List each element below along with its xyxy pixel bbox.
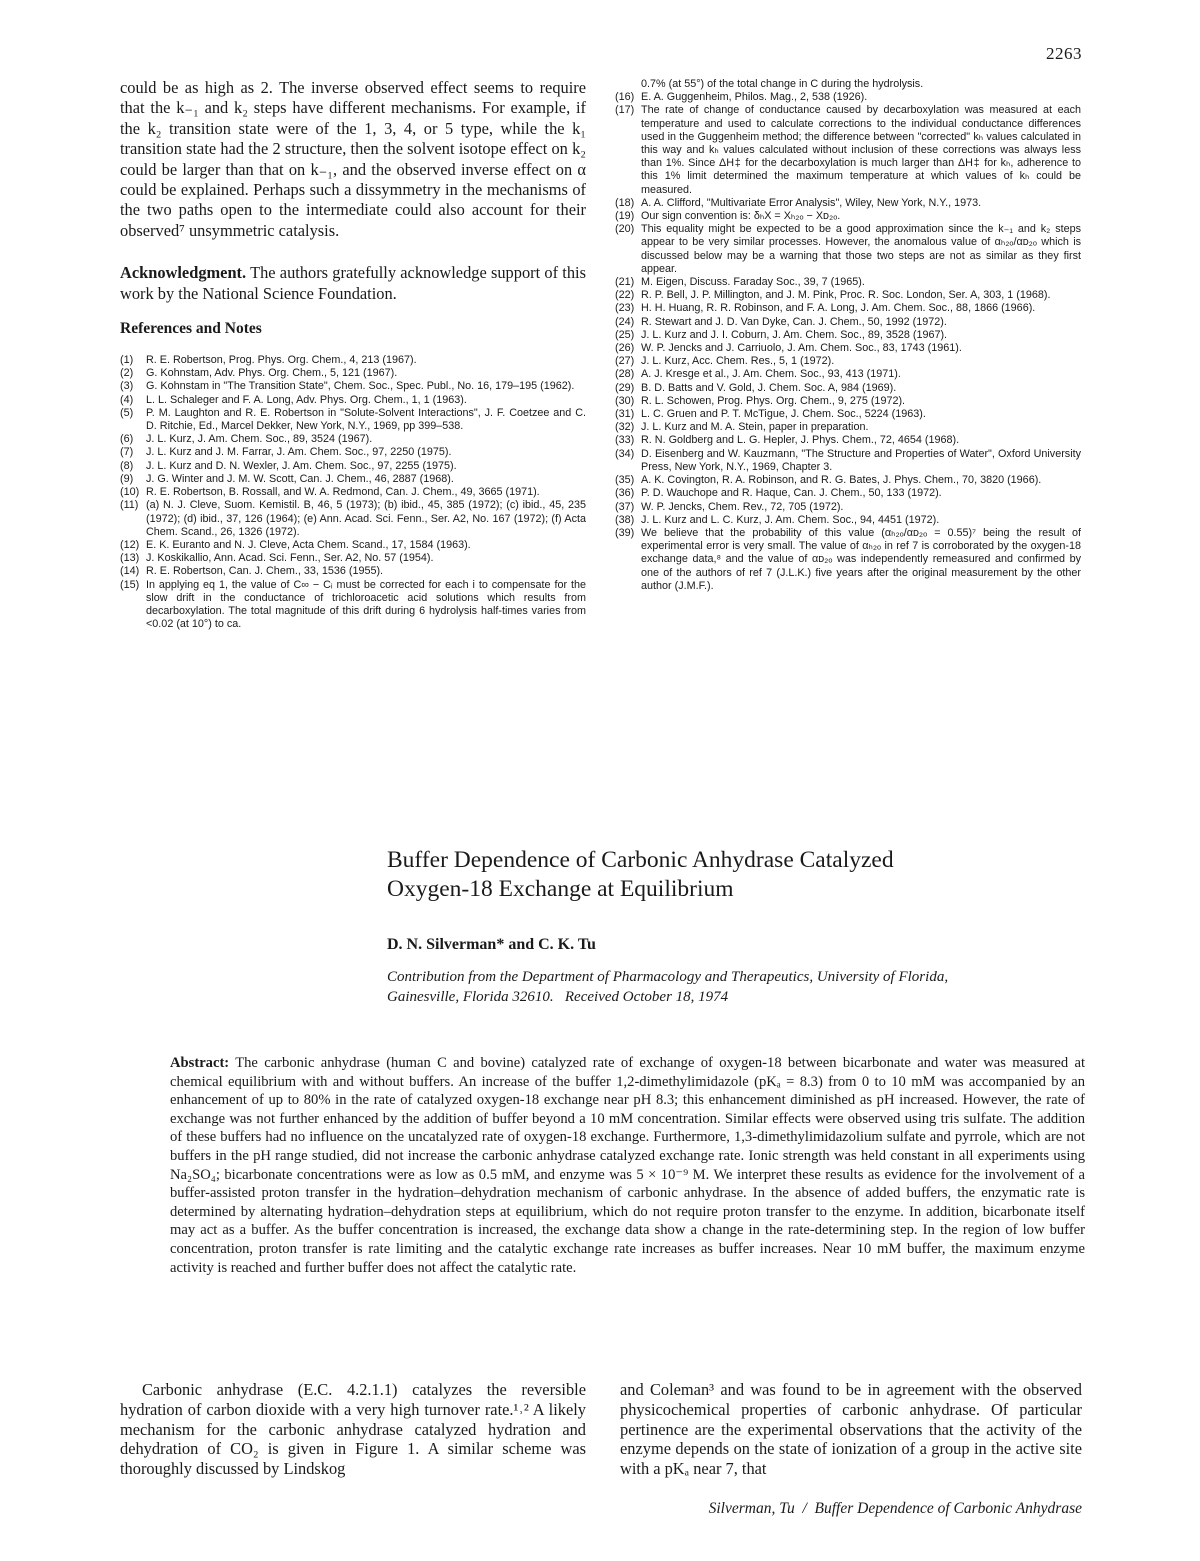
references-list-left	[120, 354, 586, 631]
reference-text: H. H. Huang, R. R. Robinson, and F. A. Long, J. Am. Chem. Soc., 88, 1866 (1966).	[641, 302, 1036, 315]
reference-item	[120, 473, 586, 486]
reference-number: (28)	[615, 368, 635, 381]
reference-number: (1)	[120, 354, 134, 367]
reference-text: This equality might be expected to be a good approximation since the k₋₁ and k₂ steps appear to be very similar processes. However, the anomalous value of αₕ₂ₒ/αᴅ₂ₒ which is discussed below may be a warning that those two steps are not as similar as they first appear.	[641, 223, 1081, 275]
reference-number: (18)	[615, 196, 635, 209]
reference-number: (19)	[615, 210, 635, 223]
reference-text: R. E. Robertson, B. Rossall, and W. A. Redmond, Can. J. Chem., 49, 3665 (1971).	[146, 486, 540, 499]
reference-item	[615, 487, 1081, 500]
reference-item	[120, 579, 586, 632]
acknowledgment-text: The authors gratefully acknowledge support of this work by the National Science Foundation.	[120, 263, 586, 303]
reference-number: (9)	[120, 472, 134, 485]
reference-text: J. L. Kurz and J. M. Farrar, J. Am. Chem. Soc., 97, 2250 (1975).	[146, 446, 452, 459]
reference-text: W. P. Jencks, Chem. Rev., 72, 705 (1972).	[641, 500, 844, 513]
reference-number: (7)	[120, 446, 134, 459]
reference-number: (31)	[615, 408, 635, 421]
reference-text: L. L. Schaleger and F. A. Long, Adv. Phys. Org. Chem., 1, 1 (1963).	[146, 393, 467, 406]
reference-item	[615, 448, 1081, 474]
reference-item	[120, 460, 586, 473]
reference-item	[120, 486, 586, 499]
right-column	[615, 78, 1081, 593]
reference-number: (25)	[615, 328, 635, 341]
title-line-2: Oxygen-18 Exchange at Equilibrium	[387, 876, 734, 902]
reference-number: (24)	[615, 315, 635, 328]
reference-item	[615, 104, 1081, 196]
reference-text: A. K. Covington, R. A. Robinson, and R. G. Bates, J. Phys. Chem., 70, 3820 (1966).	[641, 474, 1042, 487]
reference-item	[120, 539, 586, 552]
references-list-right	[615, 91, 1081, 593]
reference-text: P. M. Laughton and R. E. Robertson in "Solute-Solvent Interactions", J. F. Coetzee and C. D. Ritchie, Ed., Marcel Dekker, New York, N.Y., 1969, pp 399–538.	[146, 406, 586, 433]
reference-number: (12)	[120, 538, 140, 551]
reference-text: The rate of change of conductance caused by decarboxylation was measured at each temperature and used to calculate corrections to the individual conductance differences used in the Guggenheim method; the difference between "corrected" kₕ values calculated in this way and kₕ values calculated without inclusion of these corrections was always less than 1%. Since ΔH‡ for the decarboxylation is much larger than ΔH‡ for kₕ, adherence to this 1% limit determined the maximum temperature at which values of kₕ could be measured.	[641, 104, 1081, 196]
reference-item	[120, 407, 586, 433]
reference-number: (38)	[615, 513, 635, 526]
body-column-right	[620, 1380, 1082, 1479]
reference-text: L. C. Gruen and P. T. McTigue, J. Chem. Soc., 5224 (1963).	[641, 408, 926, 421]
reference-number: (6)	[120, 433, 134, 446]
reference-text: R. N. Goldberg and L. G. Hepler, J. Phys. Chem., 72, 4654 (1968).	[641, 434, 960, 447]
authors: D. N. Silverman* and C. K. Tu	[387, 936, 596, 953]
reference-item	[615, 434, 1081, 447]
reference-text: J. L. Kurz and M. A. Stein, paper in preparation.	[641, 421, 869, 434]
affiliation	[387, 967, 1087, 1007]
references-heading: References and Notes	[120, 320, 262, 338]
reference-number: (16)	[615, 91, 635, 104]
reference-text: G. Kohnstam, Adv. Phys. Org. Chem., 5, 121 (1967).	[146, 367, 398, 380]
reference-text: G. Kohnstam in "The Transition State", Chem. Soc., Spec. Publ., No. 16, 179–195 (1962).	[146, 380, 575, 393]
continuation-paragraph: could be as high as 2. The inverse observed effect seems to require that the k₋₁ and k₂ steps have different mechanisms. For example, if the k₂ transition state were of the 1, 3, 4, or 5 type, while the k₁ transition state had the 2 structure, then the solvent isotope effect on k₂ could be larger than that on k₋₁, and the observed inverse effect on α could be explained. Perhaps such a dissymmetry in the mechanisms of the two paths open to the intermediate could also account for their observed⁷ unsymmetric catalysis.	[120, 78, 586, 240]
reference-text: J. L. Kurz and D. N. Wexler, J. Am. Chem. Soc., 97, 2255 (1975).	[146, 459, 457, 472]
reference-item	[615, 395, 1081, 408]
reference-item	[615, 342, 1081, 355]
reference-text: A. A. Clifford, "Multivariate Error Analysis", Wiley, New York, N.Y., 1973.	[641, 196, 982, 209]
reference-text: B. D. Batts and V. Gold, J. Chem. Soc. A, 984 (1969).	[641, 381, 897, 394]
reference-text: R. P. Bell, J. P. Millington, and J. M. Pink, Proc. R. Soc. London, Ser. A, 303, 1 (1968).	[641, 289, 1051, 302]
reference-number: (5)	[120, 406, 134, 419]
reference-text: M. Eigen, Discuss. Faraday Soc., 39, 7 (1965).	[641, 276, 865, 289]
reference-number: (26)	[615, 342, 635, 355]
reference-text: J. L. Kurz, J. Am. Chem. Soc., 89, 3524 (1967).	[146, 433, 373, 446]
reference-item	[120, 552, 586, 565]
reference-number: (15)	[120, 578, 140, 591]
reference-item	[120, 565, 586, 578]
reference-number: (39)	[615, 526, 635, 539]
abstract-heading: Abstract:	[170, 1055, 230, 1071]
reference-text: R. L. Schowen, Prog. Phys. Org. Chem., 9, 275 (1972).	[641, 394, 906, 407]
reference-number: (34)	[615, 447, 635, 460]
affiliation-line-1: Contribution from the Department of Pharmacology and Therapeutics, University of Florida,	[387, 969, 949, 985]
reference-item	[120, 433, 586, 446]
reference-text: R. Stewart and J. D. Van Dyke, Can. J. Chem., 50, 1992 (1972).	[641, 315, 947, 328]
reference-number: (36)	[615, 487, 635, 500]
reference-item	[615, 223, 1081, 276]
reference-text: (a) N. J. Cleve, Suom. Kemistil. B, 46, 5 (1973); (b) ibid., 45, 385 (1972); (c) ibid., 45, 235 (1972); (d) ibid., 37, 126 (1964); (e) Ann. Acad. Sci. Fenn., Ser. A2, No. 167 (1972); (f) Acta Chem. Scand., 26, 1326 (1972).	[146, 499, 586, 538]
reference-text: J. L. Kurz and L. C. Kurz, J. Am. Chem. Soc., 94, 4451 (1972).	[641, 513, 940, 526]
reference-text: J. Koskikallio, Ann. Acad. Sci. Fenn., Ser. A2, No. 57 (1954).	[146, 552, 434, 565]
reference-number: (29)	[615, 381, 635, 394]
reference-text: R. E. Robertson, Prog. Phys. Org. Chem., 4, 213 (1967).	[146, 354, 417, 367]
reference-number: (17)	[615, 104, 635, 117]
reference-item	[615, 329, 1081, 342]
reference-item	[120, 380, 586, 393]
reference-item	[615, 210, 1081, 223]
reference-number: (21)	[615, 276, 635, 289]
acknowledgment-heading: Acknowledgment.	[120, 263, 247, 283]
reference-number: (14)	[120, 565, 140, 578]
reference-text: Our sign convention is: δₕX = Xₕ₂ₒ − Xᴅ₂ₒ.	[641, 210, 841, 223]
title-line-1: Buffer Dependence of Carbonic Anhydrase Catalyzed	[387, 847, 894, 873]
reference-number: (27)	[615, 355, 635, 368]
body-paragraph-left: Carbonic anhydrase (E.C. 4.2.1.1) catalyzes the reversible hydration of carbon dioxide with a very high turnover rate.¹˒² A likely mechanism for the carbonic anhydrase catalyzed hydration and dehydration of CO₂ is given in Figure 1. A similar scheme was thoroughly discussed by Lindskog	[120, 1380, 586, 1479]
reference-item	[615, 197, 1081, 210]
reference-number: (11)	[120, 499, 139, 512]
reference-text: E. K. Euranto and N. J. Cleve, Acta Chem. Scand., 17, 1584 (1963).	[146, 538, 471, 551]
reference-text: E. A. Guggenheim, Philos. Mag., 2, 538 (1926).	[641, 91, 868, 104]
body-paragraph-right: and Coleman³ and was found to be in agreement with the observed physicochemical properties of carbonic anhydrase. Of particular pertinence are the experimental observations that the activity of the enzyme depends on the state of ionization of a group in the active site with a pKₐ near 7, that	[620, 1380, 1082, 1479]
body-column-left	[120, 1380, 586, 1479]
reference-text: A. J. Kresge et al., J. Am. Chem. Soc., 93, 413 (1971).	[641, 368, 901, 381]
reference-item	[615, 91, 1081, 104]
reference-number: (8)	[120, 459, 134, 472]
abstract	[170, 1054, 1085, 1277]
reference-item	[615, 276, 1081, 289]
article-title	[387, 846, 894, 904]
reference-item	[615, 316, 1081, 329]
reference-item	[615, 501, 1081, 514]
reference-number: (4)	[120, 393, 134, 406]
acknowledgment-paragraph	[120, 263, 586, 304]
reference-number: (2)	[120, 367, 134, 380]
reference-number: (32)	[615, 421, 635, 434]
reference-item	[615, 368, 1081, 381]
reference-item	[120, 394, 586, 407]
reference-number: (33)	[615, 434, 635, 447]
reference-number: (37)	[615, 500, 635, 513]
reference-item	[615, 289, 1081, 302]
reference-text: In applying eq 1, the value of C∞ − Cᵢ must be corrected for each i to compensate for the slow drift in the conductance of trichloroacetic acid solutions which results from decarboxylation. The total magnitude of this drift during 6 hydrolysis half-times varies from <0.02 (at 10°) to ca.	[146, 578, 586, 631]
reference-item	[615, 527, 1081, 593]
reference-number: (10)	[120, 486, 140, 499]
running-footer: Silverman, Tu / Buffer Dependence of Carbonic Anhydrase	[708, 1500, 1082, 1517]
reference-text: P. D. Wauchope and R. Haque, Can. J. Chem., 50, 133 (1972).	[641, 487, 942, 500]
reference-item	[120, 367, 586, 380]
reference-text: W. P. Jencks and J. Carriuolo, J. Am. Chem. Soc., 83, 1743 (1961).	[641, 342, 962, 355]
reference-number: (22)	[615, 289, 635, 302]
reference-text: J. G. Winter and J. M. W. Scott, Can. J. Chem., 46, 2887 (1968).	[146, 472, 454, 485]
reference-item	[615, 421, 1081, 434]
reference-text: R. E. Robertson, Can. J. Chem., 33, 1536 (1955).	[146, 565, 384, 578]
reference-text: D. Eisenberg and W. Kauzmann, "The Structure and Properties of Water", Oxford University Press, New York, N.Y., 1969, Chapter 3.	[641, 447, 1081, 473]
reference-item	[615, 302, 1081, 315]
reference-item	[120, 446, 586, 459]
reference-item	[615, 408, 1081, 421]
reference-item	[615, 382, 1081, 395]
reference-item	[615, 514, 1081, 527]
left-column	[120, 78, 586, 631]
reference-number: (23)	[615, 302, 635, 315]
abstract-text: The carbonic anhydrase (human C and bovine) catalyzed rate of exchange of oxygen-18 between bicarbonate and water was measured at chemical equilibrium with and without buffers. An increase of the buffer 1,2-dimethylimidazole (pKₐ = 8.3) from 0 to 10 mM was accompanied by an enhancement of up to 80% in the rate of catalyzed oxygen-18 exchange near pH 8.3; this enhancement diminished as pH increased. However, the rate of exchange was not further enhanced by the addition of buffer beyond a 10 mM concentration. Similar effects were observed using tris sulfate. The addition of these buffers had no influence on the uncatalyzed rate of oxygen-18 exchange. Furthermore, 1,3-dimethylimidazolium sulfate and pyrrole, which are not buffers in the pH range studied, did not increase the carbonic anhydrase catalyzed exchange rate. Ionic strength was held constant in all experiments using Na₂SO₄; bicarbonate concentrations were as low as 0.5 mM, and enzyme was 5 × 10⁻⁹ M. We interpret these results as evidence for the involvement of a buffer-assisted proton transfer in the hydration–dehydration mechanism of carbonic anhydrase. In the absence of added buffers, the enzymatic rate is determined by alternating hydration–dehydration steps at equilibrium, which do not require proton transfer to the enzyme. In addition, bicarbonate itself may act as a buffer. As the buffer concentration is increased, the exchange data show a change in the rate-determining step. In the region of low buffer concentration, proton transfer is rate limiting and the catalytic exchange rate increases as buffer increases. Near 10 mM buffer, the maximum enzyme activity is reached and further buffer does not affect the catalytic rate.	[170, 1055, 1086, 1276]
reference-item	[120, 499, 586, 539]
reference-text: We believe that the probability of this value (αₕ₂ₒ/αᴅ₂ₒ = 0.55)⁷ being the result of experimental error is very small. The value of αₕ₂ₒ in ref 7 is corroborated by the oxygen-18 exchange data,⁸ and the value of αᴅ₂ₒ was independently remeasured and confirmed by one of the authors of ref 7 (J.L.K.) five years after the original measurement by the other author (J.M.F.).	[641, 526, 1081, 592]
affiliation-line-2: Gainesville, Florida 32610. Received October 18, 1974	[387, 989, 729, 1005]
reference-number: (30)	[615, 394, 635, 407]
reference-text: J. L. Kurz, Acc. Chem. Res., 5, 1 (1972).	[641, 355, 835, 368]
reference-item	[615, 355, 1081, 368]
reference-number: (35)	[615, 474, 635, 487]
reference-number: (13)	[120, 552, 140, 565]
page-number: 2263	[1046, 44, 1082, 63]
reference-item	[615, 474, 1081, 487]
reference-text: J. L. Kurz and J. I. Coburn, J. Am. Chem. Soc., 89, 3528 (1967).	[641, 328, 948, 341]
reference-number: (3)	[120, 380, 134, 393]
reference-item	[120, 354, 586, 367]
reference-15-continuation: 0.7% (at 55°) of the total change in C during the hydrolysis.	[641, 78, 924, 90]
reference-number: (20)	[615, 223, 635, 236]
